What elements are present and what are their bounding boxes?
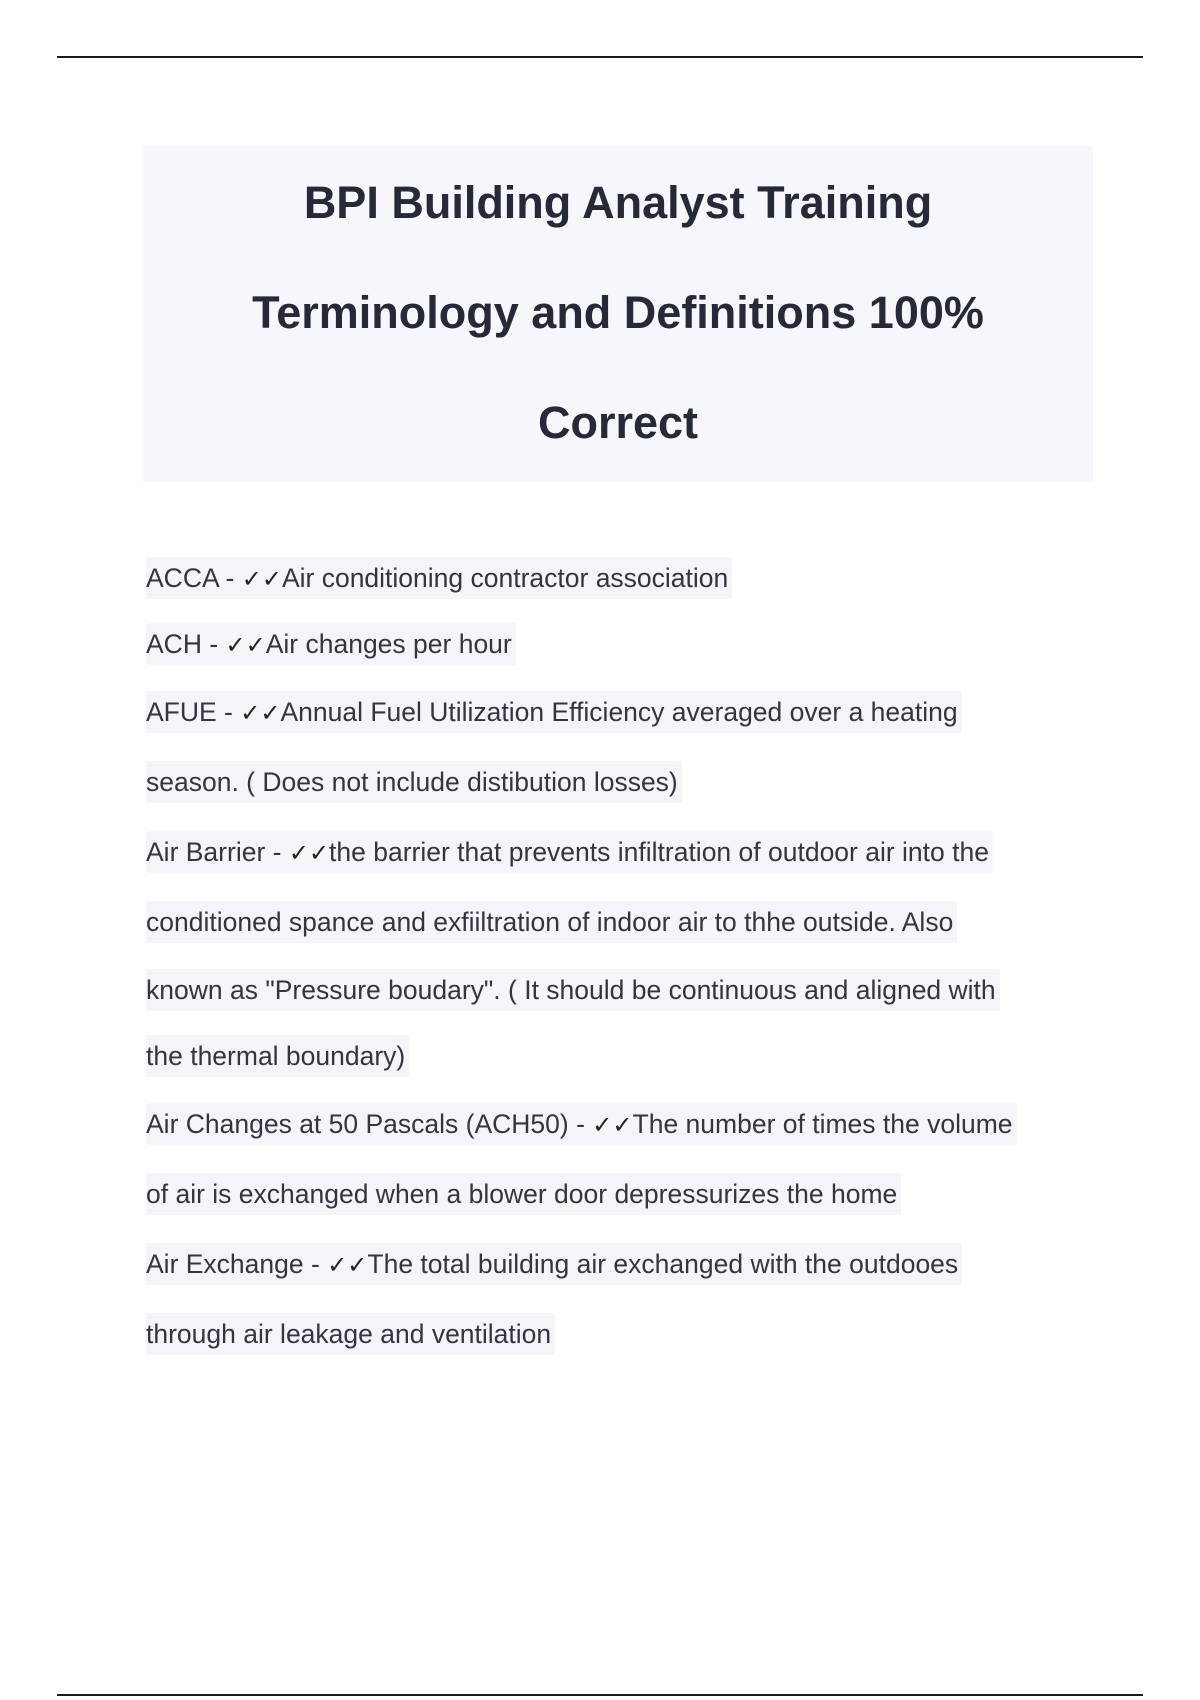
definition-text: conditioned spance and exfiiltration of indoor air to thhe outside. Also [146,901,957,943]
term: ACH [146,629,202,659]
definition-entry-air-barrier: Air Barrier - ✓✓the barrier that prevents infiltration of outdoor air into the conditioned spance and exfiiltration of indoor air to thhe outside. Also known as "Pressure boudary". ( It should be continuous and aligned with the thermal boundary) [146,817,1106,1089]
definition-text: Annual Fuel Utilization Efficiency averaged over a heating [280,697,958,727]
check-mark-icon: ✓✓ [327,1251,368,1279]
definition-text: season. ( Does not include distibution losses) [146,761,682,803]
definition-text: The number of times the volume [632,1109,1013,1139]
definition-entry-ach50: Air Changes at 50 Pascals (ACH50) - ✓✓The number of times the volume of air is exchanged when a blower door depressurizes the home [146,1089,1106,1229]
definition-list [146,545,1106,1369]
definition-entry-air-exchange: Air Exchange - ✓✓The total building air exchanged with the outdooes through air leakage and ventilation [146,1229,1106,1369]
check-mark-icon: ✓✓ [240,699,281,727]
check-mark-icon: ✓✓ [288,839,330,867]
title-line-3: Correct [537,397,699,448]
definition-entry-afue: AFUE - ✓✓Annual Fuel Utilization Efficiency averaged over a heating season. ( Does not include distibution losses) [146,677,1106,817]
definition-entry-acca: ACCA - ✓✓Air conditioning contractor association [146,545,1106,611]
definition-text: Air changes per hour [265,629,512,659]
definition-text: through air leakage and ventilation [146,1313,555,1355]
check-mark-icon: ✓✓ [241,565,282,593]
term: Air Exchange [146,1249,304,1279]
definition-text: The total building air exchanged with the outdooes [367,1249,959,1279]
term: Air Barrier [146,837,266,867]
term: Air Changes at 50 Pascals (ACH50) [146,1109,569,1139]
definition-text: the barrier that prevents infiltration of outdoor air into the [329,837,989,867]
definition-text: the thermal boundary) [146,1035,409,1077]
definition-text: known as "Pressure boudary". ( It should be continuous and aligned with [146,969,1000,1011]
definition-text: Air conditioning contractor association [281,563,729,593]
definition-text: of air is exchanged when a blower door depressurizes the home [146,1173,901,1215]
check-mark-icon: ✓✓ [225,631,266,659]
top-rule [57,56,1143,58]
title-block [143,146,1093,482]
bottom-rule [57,1694,1143,1696]
title-line-2: Terminology and Definitions 100% [252,287,984,338]
term: ACCA [146,563,219,593]
term: AFUE [146,697,217,727]
definition-entry-ach: ACH - ✓✓Air changes per hour [146,611,1106,677]
check-mark-icon: ✓✓ [592,1111,633,1139]
title-line-1: BPI Building Analyst Training [303,177,933,228]
